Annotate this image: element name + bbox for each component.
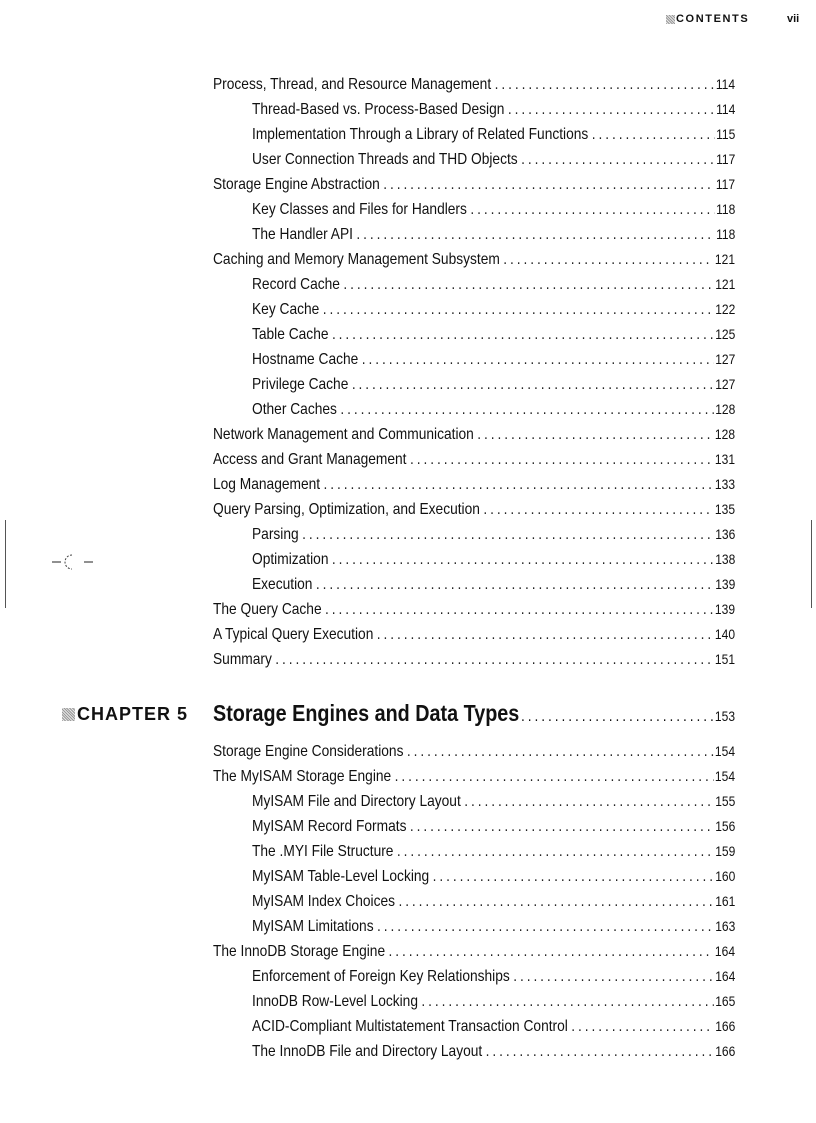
- entry-title: MyISAM Limitations: [252, 918, 374, 935]
- toc-section-entry[interactable]: [213, 940, 735, 962]
- entry-page-number: 160: [715, 868, 736, 884]
- toc-subsection-entry[interactable]: [252, 198, 735, 220]
- dot-leader: [299, 524, 714, 546]
- dot-leader: [358, 349, 713, 371]
- toc-subsection-entry[interactable]: [252, 790, 735, 812]
- dot-leader: [272, 649, 713, 671]
- entry-title: The MyISAM Storage Engine: [213, 768, 392, 785]
- entry-page-number: 114: [715, 76, 736, 92]
- entry-page-number: 154: [714, 768, 736, 784]
- chapter-square-ornament: [62, 708, 75, 721]
- header-square-ornament: [666, 15, 675, 24]
- entry-title: MyISAM Index Choices: [252, 893, 396, 910]
- entry-page-number: 139: [715, 576, 736, 592]
- header-page-number: vii: [787, 13, 800, 25]
- toc-subsection-entry[interactable]: [252, 523, 735, 545]
- toc-subsection-entry[interactable]: [252, 840, 735, 862]
- dot-leader: [373, 624, 713, 646]
- entry-title: InnoDB Row-Level Locking: [252, 993, 418, 1010]
- entry-page-number: 136: [715, 526, 736, 542]
- toc-section-entry[interactable]: [213, 73, 735, 95]
- entry-page-number: 159: [715, 843, 736, 859]
- entry-page-number: 125: [715, 326, 736, 342]
- entry-title: Process, Thread, and Resource Management: [213, 76, 492, 93]
- entry-page-number: 166: [715, 1043, 736, 1059]
- toc-section-entry[interactable]: [213, 623, 735, 645]
- entry-title: Enforcement of Foreign Key Relationships: [252, 968, 510, 985]
- dot-leader: [480, 499, 713, 521]
- dot-leader: [407, 449, 714, 471]
- dot-leader: [319, 299, 713, 321]
- toc-subsection-entry[interactable]: [252, 865, 735, 887]
- entry-page-number: 117: [715, 176, 736, 192]
- entry-title: The InnoDB File and Directory Layout: [252, 1043, 483, 1060]
- chapter-label: [62, 702, 188, 726]
- entry-page-number: 164: [714, 943, 736, 959]
- entry-page-number: 118: [716, 201, 736, 217]
- entry-page-number: 127: [715, 351, 736, 367]
- dot-leader: [337, 399, 714, 421]
- dot-leader: [510, 966, 714, 988]
- entry-page-number: 165: [715, 993, 736, 1009]
- toc-section-entry[interactable]: [213, 248, 735, 270]
- toc-subsection-entry[interactable]: [252, 148, 735, 170]
- entry-title: Storage Engine Considerations: [213, 743, 404, 760]
- entry-title: Access and Grant Management: [213, 451, 407, 468]
- entry-page-number: 128: [715, 401, 736, 417]
- entry-title: Network Management and Communication: [213, 426, 474, 443]
- dot-leader: [418, 991, 714, 1013]
- toc-section-entry[interactable]: [213, 448, 735, 470]
- entry-page-number: 133: [714, 476, 736, 492]
- entry-page-number: 121: [715, 276, 736, 292]
- dot-leader: [568, 1016, 714, 1038]
- entry-title: Record Cache: [252, 276, 340, 293]
- dot-leader: [588, 124, 714, 146]
- toc-subsection-entry[interactable]: [252, 573, 735, 595]
- toc-subsection-entry[interactable]: [252, 348, 735, 370]
- dot-leader: [403, 741, 713, 763]
- entry-page-number: 115: [716, 126, 736, 142]
- entry-page-number: 114: [716, 101, 736, 117]
- entry-page-number: 139: [714, 601, 736, 617]
- entry-page-number: 135: [714, 501, 736, 517]
- entry-title: The .MYI File Structure: [252, 843, 394, 860]
- entry-title: The Query Cache: [213, 601, 322, 618]
- entry-title: Optimization: [252, 551, 329, 568]
- entry-page-number: 138: [715, 551, 736, 567]
- toc-subsection-entry[interactable]: [252, 990, 735, 1012]
- entry-page-number: 140: [714, 626, 736, 642]
- entry-title: MyISAM Record Formats: [252, 818, 407, 835]
- toc-subsection-entry[interactable]: [252, 323, 735, 345]
- entry-page-number: 118: [716, 226, 736, 242]
- dot-leader: [353, 224, 714, 246]
- entry-title: ACID-Compliant Multistatement Transaction Control: [252, 1018, 568, 1035]
- dot-leader: [500, 249, 713, 271]
- entry-title: The Handler API: [252, 226, 353, 243]
- entry-title: MyISAM File and Directory Layout: [252, 793, 461, 810]
- toc-section-entry[interactable]: [213, 765, 735, 787]
- entry-title: Privilege Cache: [252, 376, 349, 393]
- toc-subsection-entry[interactable]: [252, 915, 735, 937]
- chapter-number: CHAPTER 5: [77, 703, 189, 724]
- entry-page-number: 164: [715, 968, 736, 984]
- toc-section-entry[interactable]: [213, 598, 735, 620]
- dot-leader: [482, 1041, 713, 1063]
- entry-title: Query Parsing, Optimization, and Execution: [213, 501, 480, 518]
- entry-page-number: 161: [715, 893, 736, 909]
- dot-leader: [474, 424, 713, 446]
- toc-subsection-entry[interactable]: [252, 815, 735, 837]
- chapter-heading[interactable]: [213, 700, 735, 728]
- entry-page-number: 131: [714, 451, 736, 467]
- dot-leader: [504, 99, 714, 121]
- entry-title: Hostname Cache: [252, 351, 359, 368]
- dot-leader: [491, 74, 714, 96]
- toc-subsection-entry[interactable]: [252, 373, 735, 395]
- entry-title: Caching and Memory Management Subsystem: [213, 251, 500, 268]
- dot-leader: [461, 791, 714, 813]
- dot-leader: [518, 149, 715, 171]
- entry-page-number: 127: [715, 376, 736, 392]
- entry-page-number: 155: [715, 793, 736, 809]
- dot-leader: [328, 324, 713, 346]
- entry-title: Log Management: [213, 476, 321, 493]
- toc-subsection-entry[interactable]: [252, 273, 735, 295]
- toc-section-entry[interactable]: [213, 423, 735, 445]
- dot-leader: [340, 274, 714, 296]
- entry-title: Storage Engine Abstraction: [213, 176, 380, 193]
- toc-subsection-entry[interactable]: [252, 398, 735, 420]
- entry-page-number: 154: [714, 743, 736, 759]
- dot-leader: [374, 916, 714, 938]
- toc-section-entry[interactable]: [213, 740, 735, 762]
- left-margin-rule: [5, 520, 6, 608]
- entry-title: The InnoDB Storage Engine: [213, 943, 386, 960]
- toc-section-entry[interactable]: [213, 473, 735, 495]
- chapter-page-number: 153: [714, 708, 736, 724]
- toc-subsection-entry[interactable]: [252, 890, 735, 912]
- toc-subsection-entry[interactable]: [252, 123, 735, 145]
- entry-title: Implementation Through a Library of Related Functions: [252, 126, 589, 143]
- dot-leader: [380, 174, 714, 196]
- entry-title: Execution: [252, 576, 313, 593]
- entry-page-number: 151: [714, 651, 736, 667]
- dot-leader: [328, 549, 713, 571]
- entry-title: Table Cache: [252, 326, 329, 343]
- entry-title: User Connection Threads and THD Objects: [252, 151, 518, 168]
- toc-subsection-entry[interactable]: [252, 1015, 735, 1037]
- dot-leader: [385, 941, 713, 963]
- toc-section-entry[interactable]: [213, 648, 735, 670]
- running-header: [0, 13, 816, 29]
- entry-title: MyISAM Table-Level Locking: [252, 868, 430, 885]
- toc-section-entry[interactable]: [213, 173, 735, 195]
- entry-title: Key Classes and Files for Handlers: [252, 201, 467, 218]
- toc-subsection-entry[interactable]: [252, 223, 735, 245]
- toc-section-entry[interactable]: [213, 498, 735, 520]
- toc-subsection-entry[interactable]: [252, 98, 735, 120]
- entry-page-number: 121: [714, 251, 736, 267]
- entry-page-number: 122: [715, 301, 736, 317]
- toc-subsection-entry[interactable]: [252, 548, 735, 570]
- entry-title: A Typical Query Execution: [213, 626, 374, 643]
- dot-leader: [429, 866, 713, 888]
- right-margin-rule: [811, 520, 812, 608]
- dot-leader: [391, 766, 713, 788]
- dot-leader: [519, 708, 713, 726]
- dot-leader: [467, 199, 714, 221]
- registration-mark: [52, 550, 94, 574]
- dot-leader: [312, 574, 713, 596]
- entry-title: Other Caches: [252, 401, 337, 418]
- entry-page-number: 156: [715, 818, 736, 834]
- entry-title: Parsing: [252, 526, 299, 543]
- chapter-title: Storage Engines and Data Types: [213, 700, 520, 726]
- header-section-title: CONTENTS: [676, 13, 750, 25]
- toc-subsection-entry[interactable]: [252, 1040, 735, 1062]
- entry-title: Summary: [213, 651, 272, 668]
- entry-page-number: 163: [715, 918, 736, 934]
- dot-leader: [348, 374, 713, 396]
- dot-leader: [322, 599, 714, 621]
- entry-page-number: 117: [716, 151, 736, 167]
- entry-page-number: 166: [715, 1018, 736, 1034]
- toc-subsection-entry[interactable]: [252, 965, 735, 987]
- dot-leader: [393, 841, 713, 863]
- entry-title: Key Cache: [252, 301, 320, 318]
- dot-leader: [406, 816, 713, 838]
- dot-leader: [320, 474, 713, 496]
- dot-leader: [395, 891, 714, 913]
- toc-subsection-entry[interactable]: [252, 298, 735, 320]
- entry-title: Thread-Based vs. Process-Based Design: [252, 101, 505, 118]
- entry-page-number: 128: [714, 426, 736, 442]
